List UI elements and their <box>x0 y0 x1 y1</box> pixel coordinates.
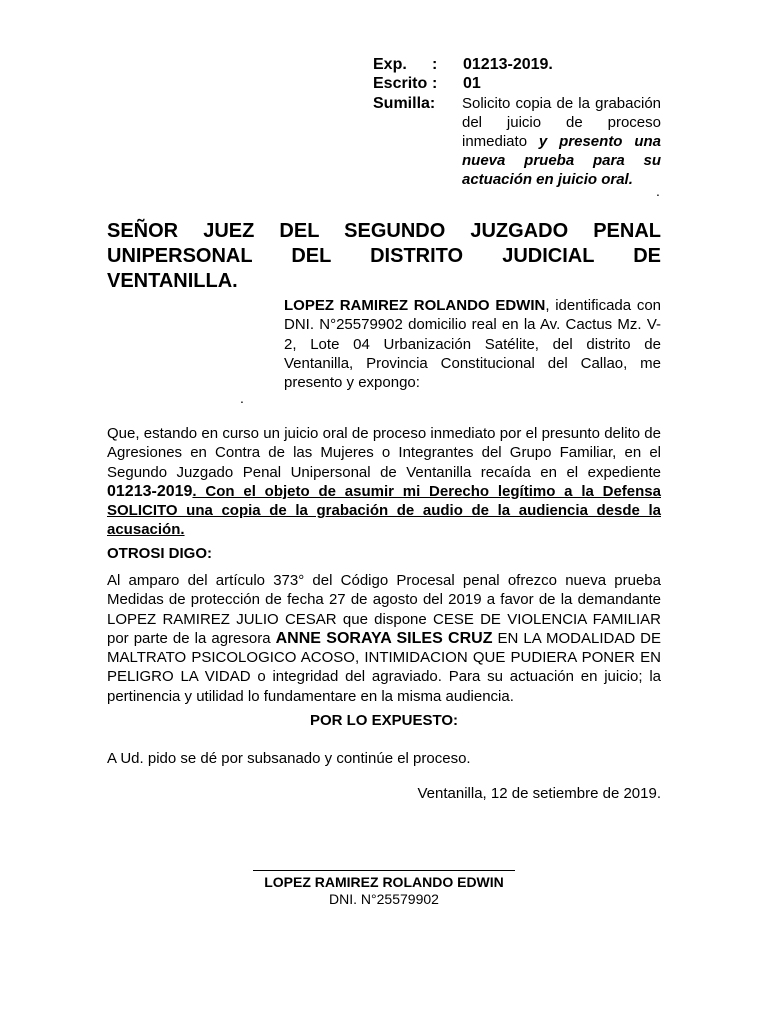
otrosi-text-b: EN LA MODALIDAD DE MALTRATO PSICOLOGICO ACOSO, INTIMIDACION QUE PUDIERA PONER EN PELIGRO LA VIDAD o integridad del agraviado. Para su actuación en juicio; la pertinencia y utilidad lo fundamentare en la misma audiencia. <box>107 629 662 705</box>
sumilla-plain: Solicito copia de la grabación del juicio de proceso inmediato <box>462 95 661 150</box>
title-line-2: UNIPERSONAL DEL DISTRITO JUDICIAL DE VENTANILLA. <box>107 245 661 292</box>
sumilla-label-row <box>373 95 435 113</box>
exp-colon: : <box>432 56 438 73</box>
title-line-1: SEÑOR JUEZ DEL SEGUNDO JUZGADO PENAL <box>107 220 661 242</box>
otrosi-heading: OTROSI DIGO: <box>107 545 212 562</box>
body-paragraph-1 <box>107 424 661 540</box>
exp-label: Exp. <box>373 56 407 73</box>
escrito-label: Escrito <box>373 75 428 92</box>
closing-date: Ventanilla, 12 de setiembre de 2019. <box>417 785 661 802</box>
otrosi-paragraph <box>107 571 661 706</box>
intro-paragraph <box>284 296 661 392</box>
otrosi-text-a: Al amparo del artículo 373° del Código Procesal penal ofrezco nueva prueba Medidas de protección de fecha 27 de agosto del 2019 a favor de la demandante LOPEZ RAMIREZ JULIO CESAR que dispone CESE DE VIOLENCIA FAMILIAR por parte de la agresora <box>107 572 661 647</box>
signature-name: LOPEZ RAMIREZ ROLANDO EDWIN <box>264 874 504 890</box>
exp-value: 01213-2019. <box>463 56 553 73</box>
signature-dni: DNI. N°25579902 <box>329 891 439 907</box>
body1-expediente: 01213-2019 <box>107 482 193 500</box>
decorative-dot-2: . <box>240 390 244 406</box>
closing-heading: POR LO EXPUESTO: <box>309 712 459 729</box>
escrito-value: 01 <box>463 75 481 92</box>
decorative-dot: . <box>656 183 660 199</box>
otrosi-agresora: ANNE SORAYA SILES CRUZ <box>275 629 493 647</box>
sumilla-label: Sumilla <box>373 95 430 112</box>
sumilla-bold: y presento una nueva prueba para su actuación en juicio oral. <box>462 133 661 188</box>
body1-underlined: . Con el objeto de asumir mi Derecho legítimo a la Defensa SOLICITO una copia de la grabación de audio de la audiencia desde la acusación. <box>107 482 661 539</box>
intro-rest: , identificada con DNI. N°25579902 domicilio real en la Av. Cactus Mz. V-2, Lote 04 Urbanización Satélite, del distrito de Ventanilla, Provincia Constitucional del Callao, me presento y expongo: <box>284 297 662 392</box>
closing-text: A Ud. pido se dé por subsanado y continúe el proceso. <box>107 750 471 767</box>
signature-line <box>253 870 515 871</box>
sumilla-text <box>462 94 661 189</box>
page-title <box>107 219 661 294</box>
body1-text: Que, estando en curso un juicio oral de proceso inmediato por el presunto delito de Agresiones en Contra de las Mujeres o Integrantes del Grupo Familiar, en el Segundo Juzgado Penal Unipersonal de Ventanilla recaída en el expediente <box>107 425 661 481</box>
intro-name: LOPEZ RAMIREZ ROLANDO EDWIN <box>284 297 546 314</box>
escrito-colon: : <box>432 75 438 92</box>
sumilla-colon: : <box>429 95 436 112</box>
